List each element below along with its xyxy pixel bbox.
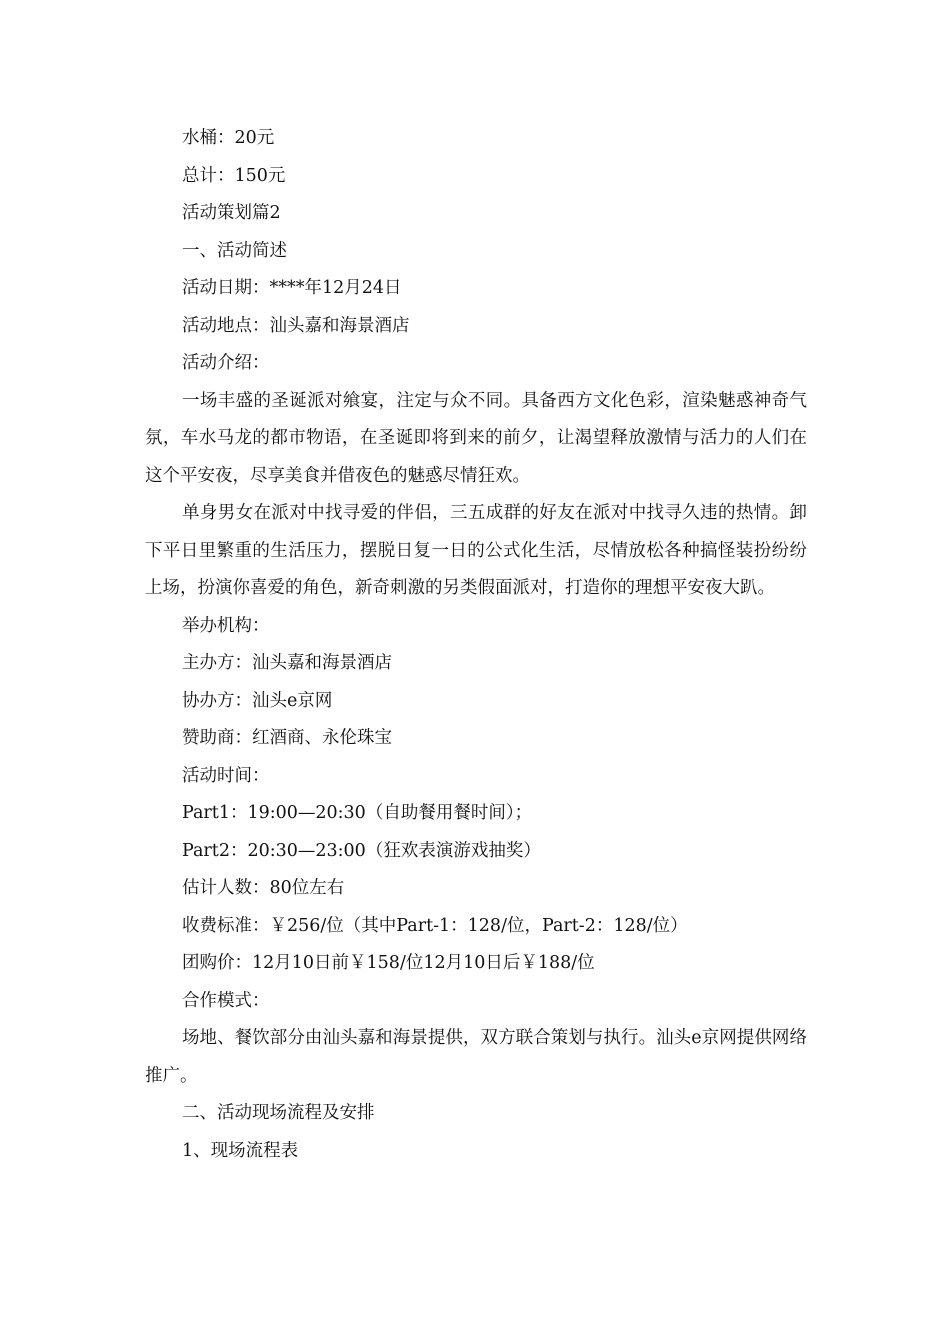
paragraph-total: 总计：150元 xyxy=(182,165,286,186)
paragraph-activity-intro-label: 活动介绍： xyxy=(182,353,270,373)
heading-activity-overview: 一、活动简述 xyxy=(182,240,287,261)
paragraph-water-bucket: 水桶：20元 xyxy=(182,128,275,148)
paragraph-sponsors: 赞助商：红酒商、永伦珠宝 xyxy=(182,728,392,748)
paragraph-host: 主办方：汕头嘉和海景酒店 xyxy=(182,653,392,673)
paragraph-pricing: 收费标准：￥256/位（其中Part-1：128/位，Part-2：128/位） xyxy=(182,915,688,936)
paragraph-activity-location: 活动地点：汕头嘉和海景酒店 xyxy=(182,315,410,336)
heading-onsite-process: 二、活动现场流程及安排 xyxy=(182,1103,375,1123)
document-body xyxy=(145,120,807,1170)
paragraph-intro-1: 一场丰盛的圣诞派对飨宴，注定与众不同。具备西方文化色彩，渲染魅惑神奇气氛，车水马龙的都市物语，在圣诞即将到来的前夕，让渴望释放激情与活力的人们在这个平安夜，尽享美食并借夜色的魅惑尽情狂欢。 xyxy=(145,390,807,486)
paragraph-part2: Part2：20:30—23:00（狂欢表演游戏抽奖） xyxy=(182,840,541,861)
paragraph-activity-date: 活动日期：****年12月24日 xyxy=(182,278,402,298)
paragraph-organizers-label: 举办机构： xyxy=(182,615,270,636)
paragraph-estimated-attendance: 估计人数：80位左右 xyxy=(182,878,345,898)
paragraph-cooperation-label: 合作模式： xyxy=(182,990,270,1011)
paragraph-intro-2: 单身男女在派对中找寻爱的伴侣，三五成群的好友在派对中找寻久违的热情。卸下平日里繁重的生活压力，摆脱日复一日的公式化生活，尽情放松各种搞怪装扮纷纷上场，扮演你喜爱的角色，新奇刺激的另类假面派对，打造你的理想平安夜大趴。 xyxy=(145,503,807,598)
paragraph-part1: Part1：19:00—20:30（自助餐用餐时间）； xyxy=(182,803,533,823)
paragraph-co-host: 协办方：汕头e京网 xyxy=(182,690,333,711)
paragraph-section-title: 活动策划篇2 xyxy=(182,203,281,223)
paragraph-group-price: 团购价：12月10日前￥158/位12月10日后￥188/位 xyxy=(182,953,595,973)
paragraph-activity-time-label: 活动时间： xyxy=(182,765,270,786)
heading-process-table: 1、现场流程表 xyxy=(182,1140,299,1161)
paragraph-cooperation: 场地、餐饮部分由汕头嘉和海景提供，双方联合策划与执行。汕头e京网提供网络推广。 xyxy=(145,1028,807,1086)
